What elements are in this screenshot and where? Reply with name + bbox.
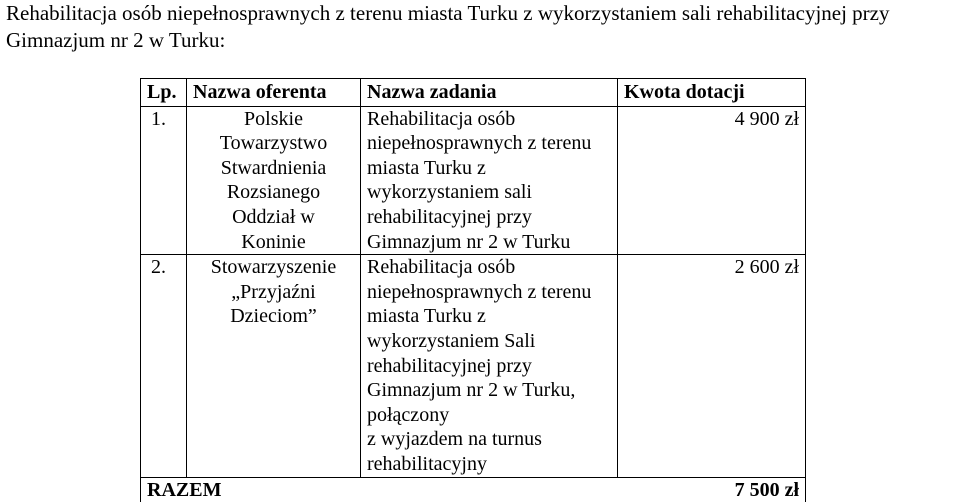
task-line: Rehabilitacja osób bbox=[367, 107, 516, 130]
header-lp: Lp. bbox=[141, 79, 187, 107]
row-number: 1. bbox=[141, 106, 187, 255]
total-amount: 7 500 zł bbox=[618, 477, 806, 502]
header-amount: Kwota dotacji bbox=[618, 79, 806, 107]
task-line: z wyjazdem na turnus bbox=[367, 428, 542, 451]
task-line: połączony bbox=[367, 403, 450, 426]
header-applicant: Nazwa oferenta bbox=[187, 79, 361, 107]
total-spacer bbox=[361, 477, 618, 502]
row-number: 2. bbox=[141, 255, 187, 477]
table-header-row bbox=[141, 79, 806, 107]
header-task: Nazwa zadania bbox=[361, 79, 618, 107]
applicant-line: Koninie bbox=[241, 230, 306, 253]
applicant-line: Rozsianego bbox=[226, 181, 321, 204]
task-line: wykorzystaniem Sali bbox=[367, 329, 536, 352]
grant-amount: 4 900 zł bbox=[618, 106, 806, 255]
task-line: Rehabilitacja osób bbox=[367, 256, 516, 279]
applicant-line: „Przyjaźni bbox=[231, 280, 316, 303]
applicant-name bbox=[187, 106, 361, 255]
task-line: niepełnosprawnych z terenu bbox=[367, 280, 592, 303]
applicant-line: Towarzystwo bbox=[219, 132, 328, 155]
applicant-name bbox=[187, 255, 361, 477]
total-label: RAZEM bbox=[141, 477, 361, 502]
task-line: rehabilitacyjnej przy bbox=[367, 205, 532, 228]
table-row bbox=[141, 106, 806, 255]
task-line: Gimnazjum nr 2 w Turku, bbox=[367, 379, 576, 402]
applicant-line: Dzieciom” bbox=[230, 305, 317, 328]
applicant-line: Oddział w bbox=[232, 205, 315, 228]
grants-table bbox=[140, 78, 806, 502]
task-line: miasta Turku z bbox=[367, 156, 486, 179]
task-line: rehabilitacyjny bbox=[367, 452, 487, 475]
task-line: rehabilitacyjnej przy bbox=[367, 354, 532, 377]
task-line: niepełnosprawnych z terenu bbox=[367, 132, 592, 155]
applicant-line: Stwardnienia bbox=[220, 156, 327, 179]
section-heading: Rehabilitacja osób niepełnosprawnych z terenu miasta Turku z wykorzystaniem sali rehabilitacyjnej przy Gimnazjum nr 2 w Turku: bbox=[6, 1, 890, 52]
task-name bbox=[361, 255, 618, 477]
table-row bbox=[141, 255, 806, 477]
applicant-line: Polskie bbox=[244, 107, 303, 130]
task-name bbox=[361, 106, 618, 255]
task-line: Gimnazjum nr 2 w Turku bbox=[367, 230, 571, 253]
grant-amount: 2 600 zł bbox=[618, 255, 806, 477]
task-line: miasta Turku z bbox=[367, 305, 486, 328]
total-row bbox=[141, 477, 806, 502]
applicant-line: Stowarzyszenie bbox=[210, 256, 337, 279]
task-line: wykorzystaniem sali bbox=[367, 181, 532, 204]
